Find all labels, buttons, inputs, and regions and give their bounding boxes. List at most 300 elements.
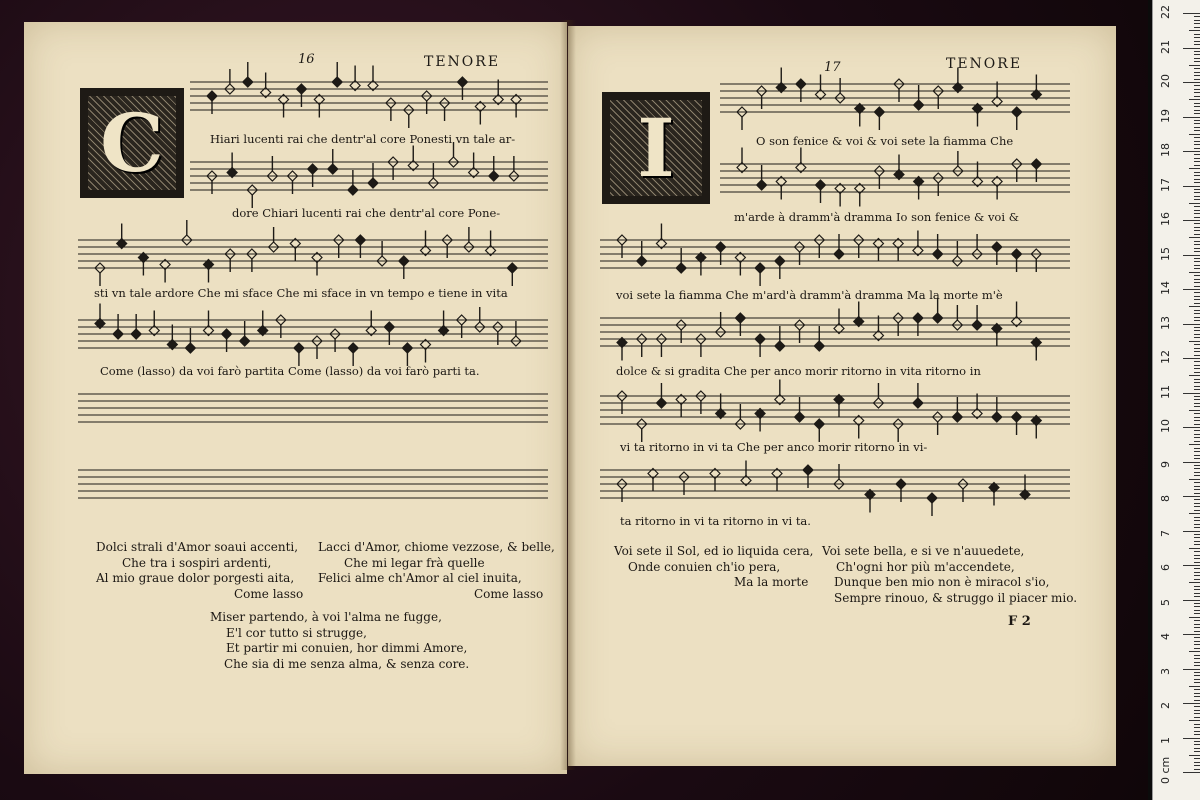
left-lyric-line-4: Come (lasso) da voi farò partita Come (lasso) da voi farò parti ta. — [100, 364, 480, 378]
ruler-minor-tick — [1194, 351, 1200, 352]
ruler-minor-tick — [1194, 706, 1200, 707]
note — [716, 394, 726, 419]
ruler-minor-tick — [1194, 637, 1200, 638]
ruler-tick — [1183, 151, 1200, 152]
book-gutter — [560, 20, 576, 770]
ruler-minor-tick — [1194, 534, 1200, 535]
note — [972, 394, 982, 419]
ruler-minor-tick — [1194, 603, 1200, 604]
ruler-minor-tick — [1194, 165, 1200, 166]
ruler-minor-tick — [1194, 620, 1200, 621]
note — [676, 395, 686, 418]
ruler-minor-tick — [1194, 368, 1200, 369]
ruler-minor-tick — [1194, 303, 1200, 304]
right-decorated-initial — [602, 92, 710, 204]
ruler-minor-tick — [1189, 651, 1200, 652]
ruler-minor-tick — [1194, 482, 1200, 483]
ruler-minor-tick — [1194, 154, 1200, 155]
ruler-minor-tick — [1189, 134, 1200, 135]
ruler-minor-tick — [1194, 75, 1200, 76]
ruler-minor-tick — [1194, 103, 1200, 104]
music-staff — [720, 160, 1070, 200]
ruler-minor-tick — [1194, 589, 1200, 590]
music-staff — [78, 466, 548, 506]
ruler-minor-tick — [1194, 458, 1200, 459]
ruler-minor-tick — [1194, 320, 1200, 321]
ruler-minor-tick — [1194, 27, 1200, 28]
ruler-minor-tick — [1194, 575, 1200, 576]
ruler-minor-tick — [1194, 286, 1200, 287]
ruler-minor-tick — [1194, 344, 1200, 345]
right-lyric-line-4: dolce & si gradita Che per anco morir ritorno in vita ritorno in — [616, 364, 981, 378]
ruler-minor-tick — [1194, 489, 1200, 490]
ruler-minor-tick — [1189, 168, 1200, 169]
ruler-minor-tick — [1194, 406, 1200, 407]
ruler-minor-tick — [1194, 765, 1200, 766]
ruler-minor-tick — [1194, 586, 1200, 587]
ruler-minor-tick — [1194, 130, 1200, 131]
ruler-minor-tick — [1194, 337, 1200, 338]
music-staff — [600, 466, 1070, 506]
ruler-minor-tick — [1194, 330, 1200, 331]
ruler-minor-tick — [1189, 617, 1200, 618]
ruler-tick — [1183, 13, 1200, 14]
ruler-minor-tick — [1194, 748, 1200, 749]
ruler-minor-tick — [1194, 206, 1200, 207]
ruler-minor-tick — [1194, 689, 1200, 690]
ruler-minor-tick — [1194, 524, 1200, 525]
ruler-minor-tick — [1194, 365, 1200, 366]
ruler-minor-tick — [1194, 468, 1200, 469]
left-decorated-initial — [80, 88, 184, 198]
ruler-minor-tick — [1194, 631, 1200, 632]
ruler-minor-tick — [1194, 744, 1200, 745]
note — [776, 177, 786, 200]
right-poem-column-2 — [822, 544, 1077, 606]
ruler-minor-tick — [1194, 682, 1200, 683]
ruler-minor-tick — [1194, 613, 1200, 614]
right-page-number: 17 — [824, 60, 841, 75]
ruler-minor-tick — [1189, 548, 1200, 549]
ruler-minor-tick — [1194, 161, 1200, 162]
ruler-minor-tick — [1194, 85, 1200, 86]
ruler-minor-tick — [1194, 769, 1200, 770]
ruler-minor-tick — [1194, 465, 1200, 466]
ruler-minor-tick — [1194, 54, 1200, 55]
ruler-minor-tick — [1189, 306, 1200, 307]
ruler-minor-tick — [1194, 213, 1200, 214]
note — [735, 253, 745, 276]
ruler-minor-tick — [1194, 593, 1200, 594]
ruler-minor-tick — [1194, 448, 1200, 449]
ruler-minor-tick — [1189, 479, 1200, 480]
ruler-number: 5 — [1159, 598, 1172, 606]
ruler-minor-tick — [1194, 417, 1200, 418]
ruler-minor-tick — [1194, 734, 1200, 735]
ruler-minor-tick — [1194, 296, 1200, 297]
ruler-minor-tick — [1194, 544, 1200, 545]
poem-line: Lacci d'Amor, chiome vezzose, & belle, — [318, 540, 555, 554]
ruler-minor-tick — [1194, 317, 1200, 318]
ruler-minor-tick — [1194, 493, 1200, 494]
ruler-minor-tick — [1194, 437, 1200, 438]
note — [511, 95, 521, 118]
ruler-minor-tick — [1189, 272, 1200, 273]
note — [989, 483, 999, 506]
ruler-tick — [1183, 531, 1200, 532]
ruler-minor-tick — [1194, 568, 1200, 569]
ruler-tick — [1183, 565, 1200, 566]
ruler-minor-tick — [1194, 196, 1200, 197]
right-voice-header: TENORE — [946, 56, 1023, 72]
poem-line: Al mio graue dolor porgesti aita, — [96, 571, 295, 585]
ruler-minor-tick — [1189, 720, 1200, 721]
note — [914, 177, 924, 200]
ruler-number: 17 — [1159, 177, 1172, 192]
ruler-minor-tick — [1194, 382, 1200, 383]
poem-line: Come lasso — [234, 586, 304, 601]
ruler-minor-tick — [1194, 517, 1200, 518]
ruler-minor-tick — [1194, 413, 1200, 414]
ruler-number: 8 — [1159, 495, 1172, 502]
note — [710, 469, 720, 492]
ruler-number: 1 — [1159, 736, 1172, 744]
ruler-minor-tick — [1194, 20, 1200, 21]
ruler-minor-tick — [1194, 579, 1200, 580]
note — [772, 469, 782, 492]
ruler-minor-tick — [1194, 51, 1200, 52]
ruler-minor-tick — [1194, 175, 1200, 176]
ruler-number: 4 — [1159, 633, 1172, 640]
ruler-minor-tick — [1189, 410, 1200, 411]
poem-line: Che mi legar frà quelle — [344, 555, 485, 570]
ruler-number: 3 — [1159, 667, 1172, 675]
ruler-minor-tick — [1194, 662, 1200, 663]
ruler-minor-tick — [1194, 389, 1200, 390]
ruler-minor-tick — [1189, 582, 1200, 583]
ruler-minor-tick — [1194, 424, 1200, 425]
right-initial-letter: I — [637, 101, 675, 195]
ruler-minor-tick — [1194, 310, 1200, 311]
ruler-minor-tick — [1194, 700, 1200, 701]
left-lyric-line-3: sti vn tale ardore Che mi sface Che mi sface in vn tempo e tiene in vita — [94, 286, 508, 300]
ruler-minor-tick — [1189, 203, 1200, 204]
ruler-minor-tick — [1194, 451, 1200, 452]
right-poem-column-1 — [614, 544, 813, 591]
ruler-tick — [1183, 772, 1200, 773]
ruler-minor-tick — [1194, 455, 1200, 456]
ruler-minor-tick — [1189, 99, 1200, 100]
ruler-minor-tick — [1189, 755, 1200, 756]
ruler-minor-tick — [1194, 527, 1200, 528]
ruler-minor-tick — [1194, 403, 1200, 404]
music-staff — [190, 78, 548, 118]
ruler-minor-tick — [1194, 89, 1200, 90]
ruler-minor-tick — [1194, 758, 1200, 759]
poem-line: E'l cor tutto si strugge, — [226, 625, 367, 640]
poem-line: Come lasso — [474, 586, 544, 601]
ruler-minor-tick — [1194, 248, 1200, 249]
ruler-tick — [1183, 703, 1200, 704]
right-lyric-line-2: m'arde à dramm'à dramma Io son fenice & voi & — [734, 210, 1019, 224]
ruler-minor-tick — [1189, 237, 1200, 238]
ruler-minor-tick — [1194, 572, 1200, 573]
ruler-minor-tick — [1194, 379, 1200, 380]
ruler-minor-tick — [1194, 727, 1200, 728]
left-voice-header: TENORE — [424, 54, 501, 70]
note — [834, 395, 844, 418]
measurement-ruler — [1152, 0, 1200, 800]
music-staff — [78, 316, 548, 356]
ruler-minor-tick — [1194, 261, 1200, 262]
ruler-minor-tick — [1194, 555, 1200, 556]
note — [279, 95, 289, 118]
ruler-minor-tick — [1194, 113, 1200, 114]
ruler-minor-tick — [1194, 713, 1200, 714]
ruler-number: 14 — [1159, 281, 1172, 295]
ruler-minor-tick — [1194, 72, 1200, 73]
note — [893, 239, 903, 262]
ruler-minor-tick — [1194, 655, 1200, 656]
ruler-minor-tick — [1194, 61, 1200, 62]
ruler-minor-tick — [1194, 606, 1200, 607]
ruler-minor-tick — [1194, 675, 1200, 676]
ruler-tick — [1183, 82, 1200, 83]
ruler-minor-tick — [1194, 68, 1200, 69]
ruler-minor-tick — [1194, 258, 1200, 259]
right-lyric-line-1: O son fenice & voi & voi sete la fiamma Che — [756, 134, 1014, 148]
ruler-minor-tick — [1194, 141, 1200, 142]
music-staff — [78, 390, 548, 430]
ruler-minor-tick — [1194, 106, 1200, 107]
poem-line: Felici alme ch'Amor al ciel inuita, — [318, 571, 522, 585]
ruler-minor-tick — [1194, 510, 1200, 511]
ruler-number: 22 — [1159, 5, 1172, 19]
ruler-minor-tick — [1194, 120, 1200, 121]
ruler-minor-tick — [1194, 658, 1200, 659]
ruler-minor-tick — [1194, 596, 1200, 597]
ruler-minor-tick — [1194, 641, 1200, 642]
music-staff — [600, 314, 1070, 354]
left-page-number: 16 — [298, 52, 315, 67]
note — [493, 80, 503, 105]
ruler-tick — [1183, 117, 1200, 118]
ruler-minor-tick — [1194, 434, 1200, 435]
ruler-minor-tick — [1194, 227, 1200, 228]
ruler-minor-tick — [1194, 537, 1200, 538]
poem-line: Onde conuien ch'io pera, — [628, 559, 781, 574]
ruler-minor-tick — [1189, 444, 1200, 445]
ruler-minor-tick — [1194, 127, 1200, 128]
ruler-minor-tick — [1194, 299, 1200, 300]
poem-line: Che tra i sospiri ardenti, — [122, 555, 272, 570]
ruler-number: 11 — [1159, 384, 1172, 399]
ruler-tick — [1183, 393, 1200, 394]
ruler-minor-tick — [1194, 158, 1200, 159]
ruler-minor-tick — [1194, 386, 1200, 387]
ruler-number: 7 — [1159, 529, 1172, 537]
ruler-tick — [1183, 634, 1200, 635]
ruler-minor-tick — [1194, 334, 1200, 335]
ruler-minor-tick — [1194, 348, 1200, 349]
ruler-minor-tick — [1194, 123, 1200, 124]
ruler-minor-tick — [1194, 44, 1200, 45]
ruler-minor-tick — [1194, 672, 1200, 673]
left-lyric-line-1: Hiari lucenti rai che dentr'al core Ponesti vn tale ar- — [210, 132, 516, 146]
note — [992, 177, 1002, 200]
ruler-number: 20 — [1159, 74, 1172, 88]
ruler-minor-tick — [1194, 717, 1200, 718]
music-staff — [600, 236, 1070, 276]
poem-line: Dunque ben mio non è miracol s'io, — [834, 575, 1050, 589]
poem-line: Che sia di me senza alma, & senza core. — [224, 656, 470, 671]
ruler-number: 6 — [1159, 564, 1172, 571]
ruler-minor-tick — [1194, 420, 1200, 421]
ruler-number: 12 — [1159, 350, 1172, 364]
music-staff — [720, 80, 1070, 120]
poem-line: Voi sete il Sol, ed io liquida cera, — [614, 544, 814, 558]
note — [992, 82, 1002, 107]
right-lyric-line-3: voi sete la fiamma Che m'ard'à dramm'à dramma Ma la morte m'è — [616, 288, 1003, 302]
ruler-minor-tick — [1194, 199, 1200, 200]
ruler-number: 15 — [1159, 246, 1172, 261]
note — [290, 239, 300, 262]
ruler-minor-tick — [1189, 513, 1200, 514]
ruler-minor-tick — [1194, 693, 1200, 694]
ruler-minor-tick — [1194, 430, 1200, 431]
poem-line: Sempre rinouo, & struggo il piacer mio. — [834, 590, 1078, 605]
note — [696, 253, 706, 276]
ruler-number: 21 — [1159, 39, 1172, 54]
ruler-tick — [1183, 462, 1200, 463]
ruler-minor-tick — [1194, 210, 1200, 211]
ruler-minor-tick — [1194, 41, 1200, 42]
ruler-minor-tick — [1194, 268, 1200, 269]
ruler-tick — [1183, 358, 1200, 359]
ruler-minor-tick — [1194, 251, 1200, 252]
ruler-minor-tick — [1189, 30, 1200, 31]
ruler-minor-tick — [1194, 182, 1200, 183]
ruler-minor-tick — [1194, 551, 1200, 552]
ruler-minor-tick — [1194, 230, 1200, 231]
ruler-minor-tick — [1189, 686, 1200, 687]
ruler-tick — [1183, 427, 1200, 428]
ruler-minor-tick — [1194, 148, 1200, 149]
ruler-minor-tick — [1194, 724, 1200, 725]
ruler-minor-tick — [1194, 172, 1200, 173]
note — [312, 253, 322, 276]
ruler-minor-tick — [1194, 541, 1200, 542]
note — [1020, 475, 1030, 500]
ruler-number: 19 — [1159, 108, 1172, 123]
ruler-minor-tick — [1194, 217, 1200, 218]
ruler-minor-tick — [1194, 137, 1200, 138]
ruler-minor-tick — [1194, 144, 1200, 145]
ruler-minor-tick — [1189, 341, 1200, 342]
ruler-number: 13 — [1159, 315, 1172, 330]
ruler-minor-tick — [1194, 499, 1200, 500]
ruler-tick — [1183, 324, 1200, 325]
left-poem-bottom — [210, 610, 469, 672]
note — [873, 316, 883, 341]
ruler-minor-tick — [1194, 265, 1200, 266]
ruler-minor-tick — [1194, 472, 1200, 473]
poem-line: Dolci strali d'Amor soaui accenti, — [96, 540, 299, 554]
right-lyric-line-5: vi ta ritorno in vi ta Che per anco morir ritorno in vi- — [620, 440, 928, 454]
ruler-minor-tick — [1194, 520, 1200, 521]
ruler-minor-tick — [1194, 396, 1200, 397]
ruler-minor-tick — [1194, 37, 1200, 38]
ruler-minor-tick — [1194, 503, 1200, 504]
ruler-tick — [1183, 600, 1200, 601]
ruler-minor-tick — [1194, 441, 1200, 442]
ruler-minor-tick — [1194, 34, 1200, 35]
ruler-tick — [1183, 289, 1200, 290]
ruler-number: 18 — [1159, 143, 1172, 157]
left-lyric-line-2: dore Chiari lucenti rai che dentr'al core Pone- — [232, 206, 501, 220]
ruler-minor-tick — [1194, 58, 1200, 59]
ruler-unit-label: 0 cm — [1159, 756, 1172, 784]
ruler-minor-tick — [1194, 665, 1200, 666]
note — [138, 253, 148, 276]
ruler-minor-tick — [1189, 65, 1200, 66]
ruler-tick — [1183, 669, 1200, 670]
ruler-minor-tick — [1194, 279, 1200, 280]
ruler-number: 10 — [1159, 419, 1172, 433]
ruler-minor-tick — [1194, 399, 1200, 400]
note — [992, 324, 1002, 347]
ruler-tick — [1183, 738, 1200, 739]
ruler-minor-tick — [1194, 179, 1200, 180]
ruler-minor-tick — [1194, 648, 1200, 649]
left-poem-column-2 — [318, 540, 555, 602]
ruler-minor-tick — [1194, 624, 1200, 625]
ruler-minor-tick — [1194, 110, 1200, 111]
ruler-minor-tick — [1194, 223, 1200, 224]
ruler-minor-tick — [1194, 627, 1200, 628]
signature-mark: F 2 — [1008, 614, 1031, 629]
ruler-minor-tick — [1194, 234, 1200, 235]
ruler-minor-tick — [1194, 562, 1200, 563]
ruler-minor-tick — [1194, 644, 1200, 645]
ruler-minor-tick — [1194, 355, 1200, 356]
ruler-minor-tick — [1194, 762, 1200, 763]
ruler-tick — [1183, 220, 1200, 221]
poem-line: Miser partendo, à voi l'alma ne fugge, — [210, 610, 442, 624]
poem-line: Voi sete bella, e si ve n'auuedete, — [822, 544, 1025, 558]
note — [755, 409, 765, 432]
note — [973, 162, 983, 187]
ruler-minor-tick — [1194, 313, 1200, 314]
ruler-minor-tick — [1194, 275, 1200, 276]
ruler-number: 2 — [1159, 702, 1172, 709]
ruler-minor-tick — [1194, 361, 1200, 362]
music-staff — [600, 392, 1070, 432]
right-lyric-line-6: ta ritorno in vi ta ritorno in vi ta. — [620, 514, 811, 528]
ruler-tick — [1183, 186, 1200, 187]
ruler-tick — [1183, 48, 1200, 49]
ruler-minor-tick — [1194, 327, 1200, 328]
poem-line: Ch'ogni hor più m'accendete, — [836, 559, 1015, 574]
ruler-minor-tick — [1194, 192, 1200, 193]
left-initial-letter: C — [100, 96, 164, 190]
ruler-tick — [1183, 255, 1200, 256]
note — [873, 239, 883, 262]
ruler-number: 16 — [1159, 212, 1172, 226]
ruler-minor-tick — [1194, 282, 1200, 283]
note — [314, 95, 324, 118]
ruler-minor-tick — [1194, 79, 1200, 80]
